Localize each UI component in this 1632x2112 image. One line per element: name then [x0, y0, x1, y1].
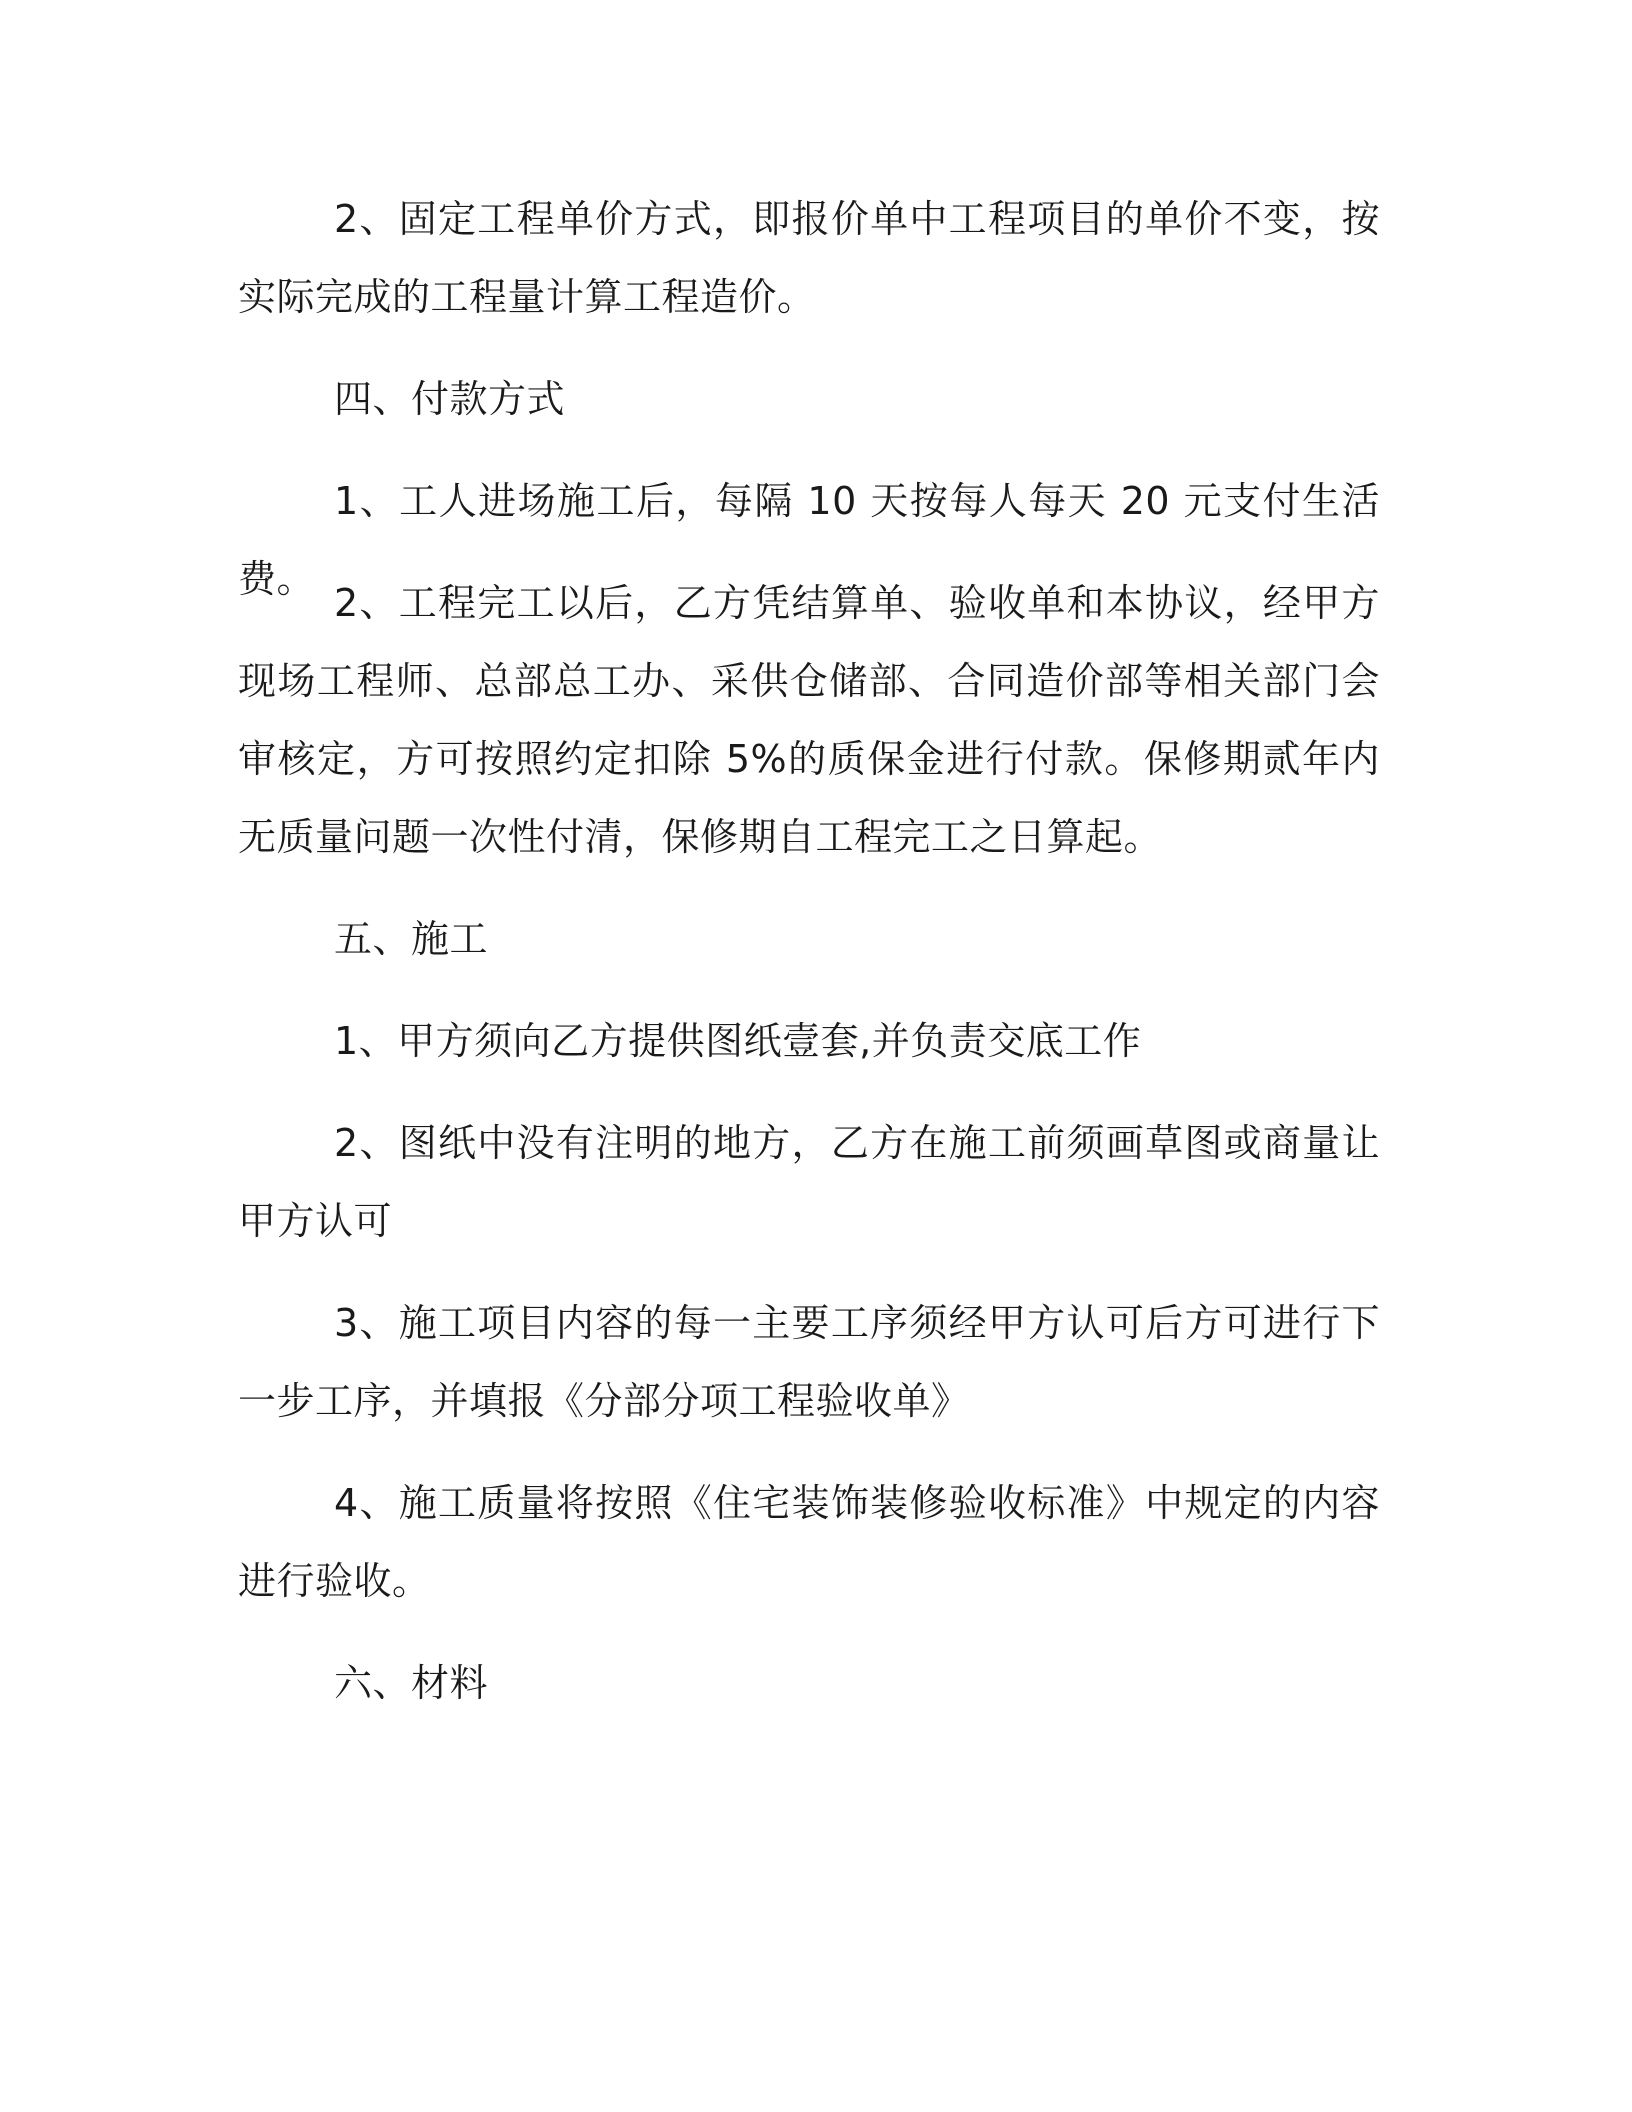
clause-4-2-final-payment: 2、工程完工以后，乙方凭结算单、验收单和本协议，经甲方现场工程师、总部总工办、采供仓储部、合同造价部等相关部门会审核定，方可按照约定扣除 5%的质保金进行付款。保修期贰年内无质量问题一次性付清，保修期自工程完工之日算起。: [238, 581, 1380, 859]
clause-3-2-fixed-unit-price: 2、固定工程单价方式，即报价单中工程项目的单价不变，按实际完成的工程量计算工程造价。: [238, 197, 1380, 319]
section-heading-payment: 四、付款方式: [334, 377, 566, 421]
section-heading-materials: 六、材料: [334, 1661, 489, 1705]
clause-5-3-process-approval: 3、施工项目内容的每一主要工序须经甲方认可后方可进行下一步工序，并填报《分部分项工程验收单》: [238, 1301, 1380, 1423]
clause-5-2-sketch-approval: 2、图纸中没有注明的地方，乙方在施工前须画草图或商量让甲方认可: [238, 1121, 1380, 1243]
clause-4-1-living-allowance: 1、工人进场施工后，每隔 10 天按每人每天 20 元支付生活费。: [238, 479, 1380, 601]
clause-5-4-quality-acceptance: 4、施工质量将按照《住宅装饰装修验收标准》中规定的内容进行验收。: [238, 1481, 1380, 1603]
clause-5-1-drawings: 1、甲方须向乙方提供图纸壹套,并负责交底工作: [334, 1019, 1142, 1063]
section-heading-construction: 五、施工: [334, 917, 489, 961]
